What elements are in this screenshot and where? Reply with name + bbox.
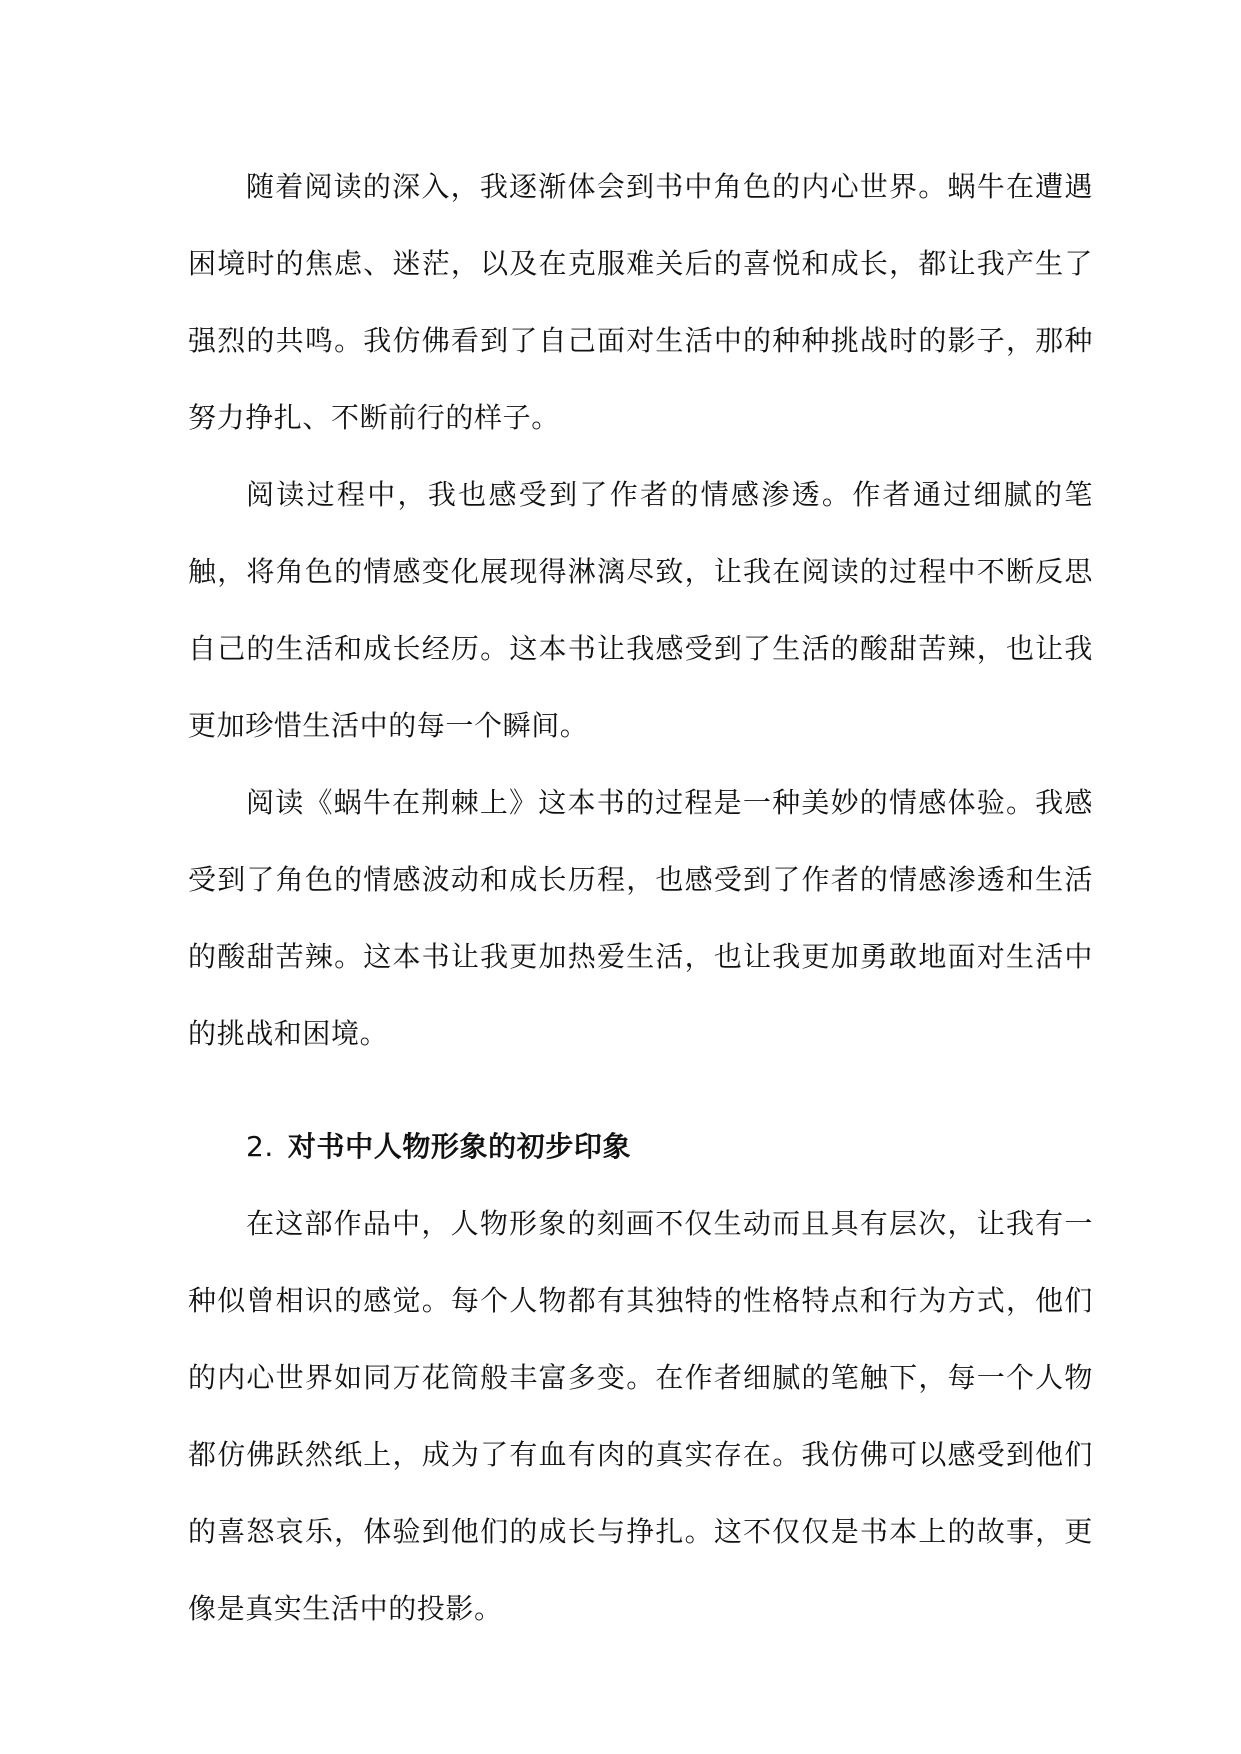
section-title: 对书中人物形象的初步印象 — [287, 1130, 632, 1163]
paragraph: 随着阅读的深入，我逐渐体会到书中角色的内心世界。蜗牛在遭遇困境时的焦虑、迷茫，以及在克服难关后的喜悦和成长，都让我产生了强烈的共鸣。我仿佛看到了自己面对生活中的种种挑战时的影子，那种努力挣扎、不断前行的样子。 — [188, 170, 1093, 434]
paragraph: 阅读过程中，我也感受到了作者的情感渗透。作者通过细腻的笔触，将角色的情感变化展现得淋漓尽致，让我在阅读的过程中不断反思自己的生活和成长经历。这本书让我感受到了生活的酸甜苦辣，也让我更加珍惜生活中的每一个瞬间。 — [188, 478, 1093, 742]
section-number: 2. — [246, 1130, 274, 1163]
document-body — [188, 148, 1093, 1647]
paragraph: 在这部作品中，人物形象的刻画不仅生动而且具有层次，让我有一种似曾相识的感觉。每个人物都有其独特的性格特点和行为方式，他们的内心世界如同万花筒般丰富多变。在作者细腻的笔触下，每一个人物都仿佛跃然纸上，成为了有血有肉的真实存在。我仿佛可以感受到他们的喜怒哀乐，体验到他们的成长与挣扎。这不仅仅是书本上的故事，更像是真实生活中的投影。 — [188, 1207, 1093, 1625]
section-heading — [188, 1108, 1093, 1185]
paragraph: 阅读《蜗牛在荆棘上》这本书的过程是一种美妙的情感体验。我感受到了角色的情感波动和成长历程，也感受到了作者的情感渗透和生活的酸甜苦辣。这本书让我更加热爱生活，也让我更加勇敢地面对生活中的挑战和困境。 — [188, 786, 1093, 1050]
